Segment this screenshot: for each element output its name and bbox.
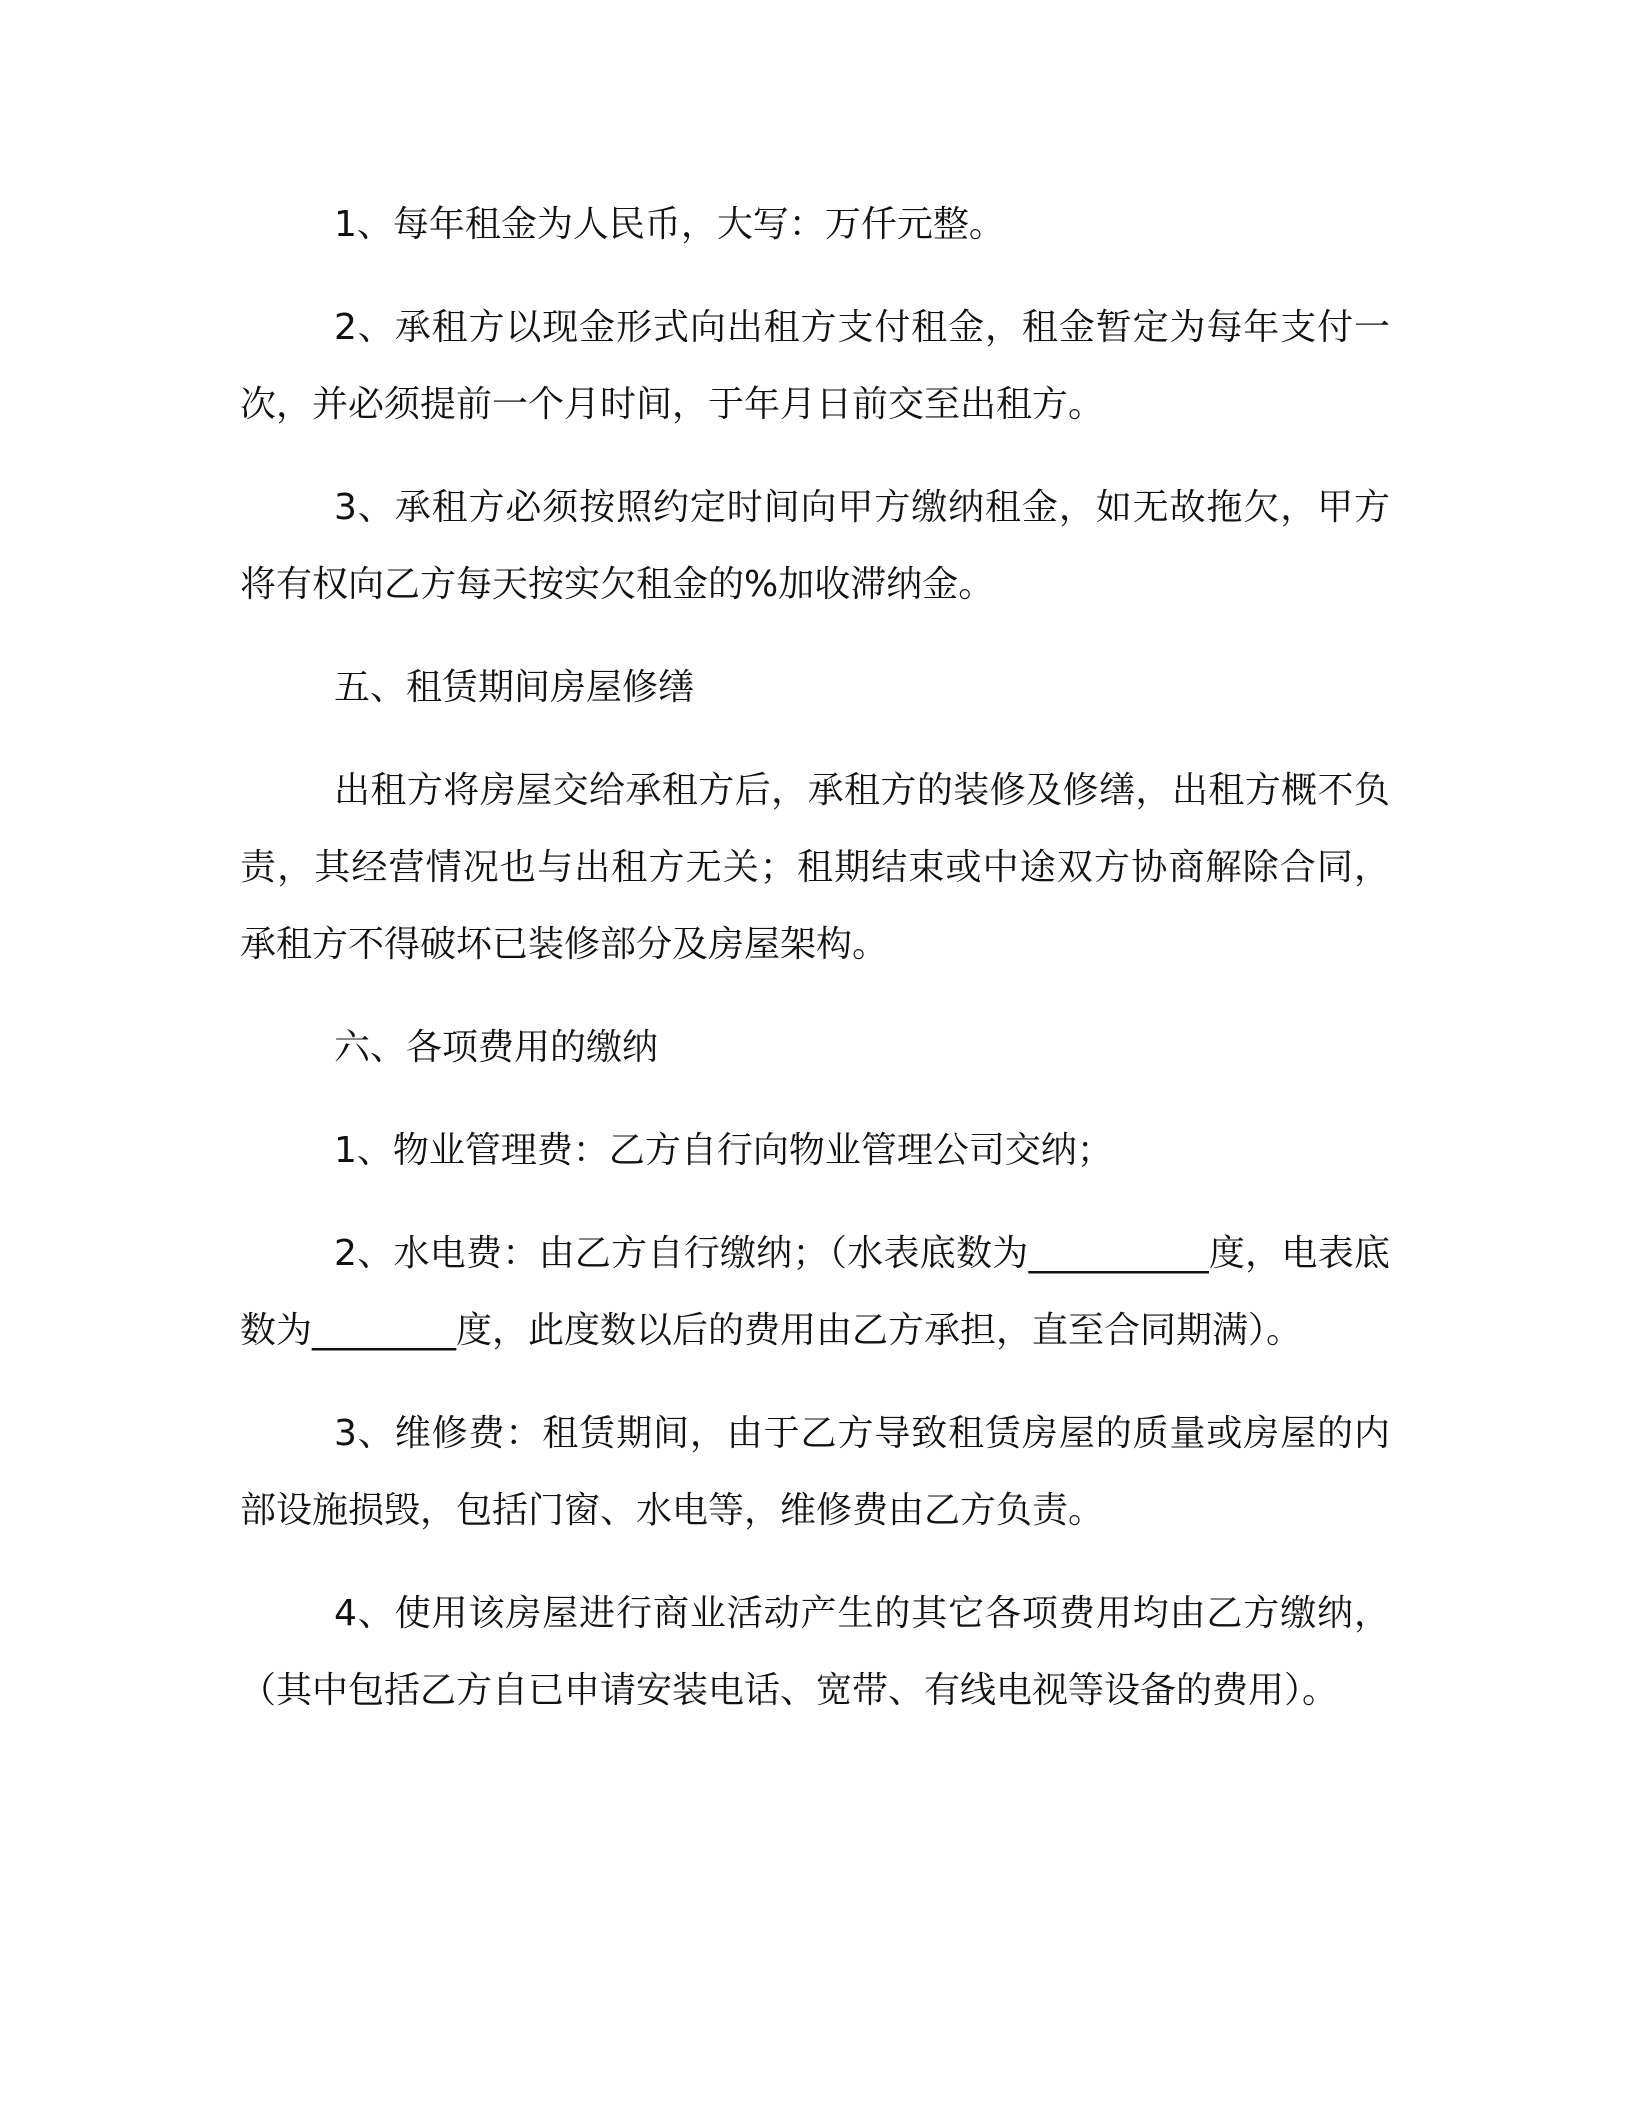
- maintenance-fee-paragraph: 3、维修费：租赁期间，由于乙方导致租赁房屋的质量或房屋的内部设施损毁，包括门窗、水电等，维修费由乙方负责。: [240, 1413, 1390, 1531]
- document-body: [240, 186, 1390, 1755]
- repairs-paragraph: 出租方将房屋交给承租方后，承租方的装修及修缮，出租方概不负责，其经营情况也与出租方无关；租期结束或中途双方协商解除合同，承租方不得破坏已装修部分及房屋架构。: [240, 770, 1390, 965]
- section-heading-repairs: 五、租赁期间房屋修缮: [334, 667, 695, 708]
- other-fees-paragraph: 4、使用该房屋进行商业活动产生的其它各项费用均由乙方缴纳，（其中包括乙方自已申请安装电话、宽带、有线电视等设备的费用）。: [240, 1593, 1390, 1711]
- utility-fee-paragraph: 2、水电费：由乙方自行缴纳；（水表底数为__________度，电表底数为________度，此度数以后的费用由乙方承担，直至合同期满）。: [240, 1233, 1390, 1351]
- property-fee-paragraph: 1、物业管理费：乙方自行向物业管理公司交纳；: [334, 1130, 1113, 1171]
- late-fee-paragraph: 3、承租方必须按照约定时间向甲方缴纳租金，如无故拖欠，甲方将有权向乙方每天按实欠租金的%加收滞纳金。: [240, 487, 1390, 605]
- rent-payment-paragraph: 2、承租方以现金形式向出租方支付租金，租金暂定为每年支付一次，并必须提前一个月时间，于年月日前交至出租方。: [240, 307, 1390, 425]
- section-heading-fees: 六、各项费用的缴纳: [334, 1027, 659, 1068]
- rent-amount-paragraph: 1、每年租金为人民币，大写：万仟元整。: [334, 204, 1005, 245]
